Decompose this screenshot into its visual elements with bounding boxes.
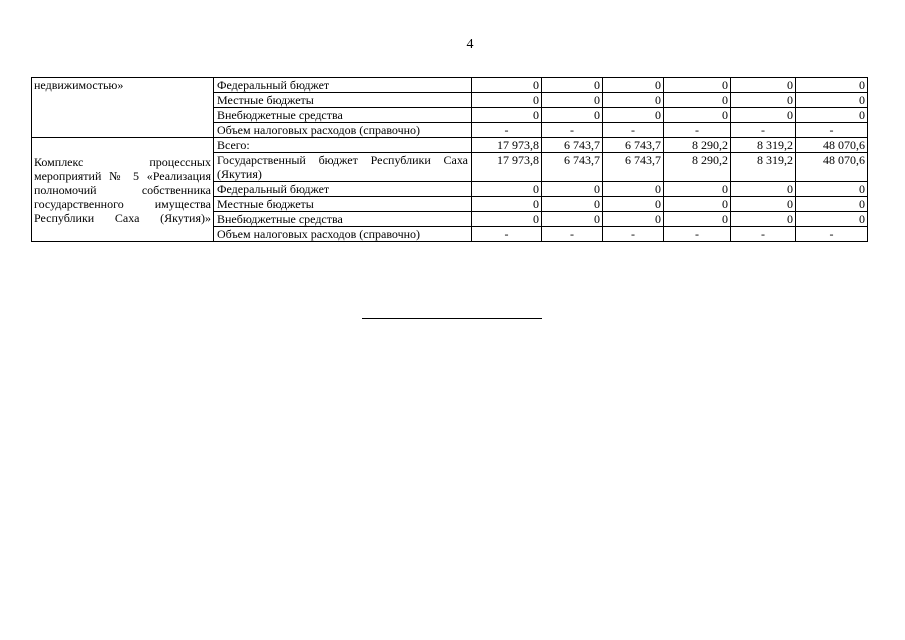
value-cell: 0 bbox=[603, 78, 664, 93]
value-cell: 6 743,7 bbox=[542, 153, 603, 182]
value-cell: 0 bbox=[472, 108, 542, 123]
value-cell: 6 743,7 bbox=[603, 138, 664, 153]
value-cell: 0 bbox=[664, 93, 731, 108]
value-cell: 0 bbox=[731, 108, 796, 123]
value-cell: - bbox=[664, 123, 731, 138]
horizontal-divider bbox=[362, 318, 542, 319]
value-cell: 0 bbox=[664, 108, 731, 123]
value-cell: 0 bbox=[796, 78, 868, 93]
value-cell: 0 bbox=[603, 108, 664, 123]
value-cell: 0 bbox=[664, 212, 731, 227]
value-cell: - bbox=[603, 123, 664, 138]
value-cell: - bbox=[472, 227, 542, 242]
value-cell: 0 bbox=[542, 78, 603, 93]
value-cell: 0 bbox=[664, 78, 731, 93]
budget-table bbox=[31, 77, 868, 242]
value-cell: 0 bbox=[542, 197, 603, 212]
value-cell: 0 bbox=[731, 212, 796, 227]
value-cell: - bbox=[603, 227, 664, 242]
funding-source-cell: Федеральный бюджет bbox=[214, 182, 472, 197]
value-cell: 0 bbox=[731, 182, 796, 197]
program-name-cell: недвижимостью» bbox=[32, 78, 214, 138]
value-cell: 0 bbox=[472, 78, 542, 93]
value-cell: 48 070,6 bbox=[796, 138, 868, 153]
value-cell: 0 bbox=[664, 182, 731, 197]
value-cell: 8 290,2 bbox=[664, 153, 731, 182]
page-number: 4 bbox=[466, 37, 474, 52]
value-cell: 0 bbox=[542, 182, 603, 197]
funding-source-cell: Местные бюджеты bbox=[214, 197, 472, 212]
value-cell: 8 290,2 bbox=[664, 138, 731, 153]
value-cell: - bbox=[542, 227, 603, 242]
value-cell: 0 bbox=[796, 108, 868, 123]
table-row bbox=[32, 78, 868, 93]
table-row bbox=[32, 138, 868, 153]
value-cell: - bbox=[731, 123, 796, 138]
value-cell: 0 bbox=[796, 212, 868, 227]
value-cell: - bbox=[731, 227, 796, 242]
value-cell: 6 743,7 bbox=[603, 153, 664, 182]
funding-source-cell: Внебюджетные средства bbox=[214, 212, 472, 227]
funding-source-cell: Объем налоговых расходов (справочно) bbox=[214, 227, 472, 242]
value-cell: 6 743,7 bbox=[542, 138, 603, 153]
value-cell: - bbox=[796, 227, 868, 242]
value-cell: - bbox=[664, 227, 731, 242]
value-cell: 0 bbox=[542, 108, 603, 123]
funding-source-cell: Внебюджетные средства bbox=[214, 108, 472, 123]
value-cell: 0 bbox=[603, 182, 664, 197]
value-cell: 0 bbox=[796, 182, 868, 197]
value-cell: 0 bbox=[664, 197, 731, 212]
value-cell: 0 bbox=[796, 197, 868, 212]
value-cell: 8 319,2 bbox=[731, 138, 796, 153]
funding-source-cell: Государственный бюджет Республики Саха (Якутия) bbox=[214, 153, 472, 182]
value-cell: 0 bbox=[472, 182, 542, 197]
value-cell: 0 bbox=[472, 197, 542, 212]
value-cell: 0 bbox=[472, 212, 542, 227]
value-cell: 0 bbox=[796, 93, 868, 108]
value-cell: 17 973,8 bbox=[472, 138, 542, 153]
funding-source-cell: Объем налоговых расходов (справочно) bbox=[214, 123, 472, 138]
funding-source-cell: Местные бюджеты bbox=[214, 93, 472, 108]
value-cell: 0 bbox=[731, 93, 796, 108]
funding-source-cell: Федеральный бюджет bbox=[214, 78, 472, 93]
value-cell: 0 bbox=[603, 93, 664, 108]
value-cell: 8 319,2 bbox=[731, 153, 796, 182]
value-cell: - bbox=[796, 123, 868, 138]
value-cell: - bbox=[472, 123, 542, 138]
value-cell: 0 bbox=[603, 197, 664, 212]
value-cell: 0 bbox=[542, 93, 603, 108]
value-cell: 0 bbox=[603, 212, 664, 227]
value-cell: 0 bbox=[731, 197, 796, 212]
value-cell: 0 bbox=[472, 93, 542, 108]
value-cell: - bbox=[542, 123, 603, 138]
program-name-cell: Комплекс процессных мероприятий № 5 «Реализация полномочий собственника государственного имущества Республики Саха (Якутия)» bbox=[32, 138, 214, 242]
funding-source-cell: Всего: bbox=[214, 138, 472, 153]
value-cell: 17 973,8 bbox=[472, 153, 542, 182]
value-cell: 0 bbox=[731, 78, 796, 93]
value-cell: 48 070,6 bbox=[796, 153, 868, 182]
value-cell: 0 bbox=[542, 212, 603, 227]
